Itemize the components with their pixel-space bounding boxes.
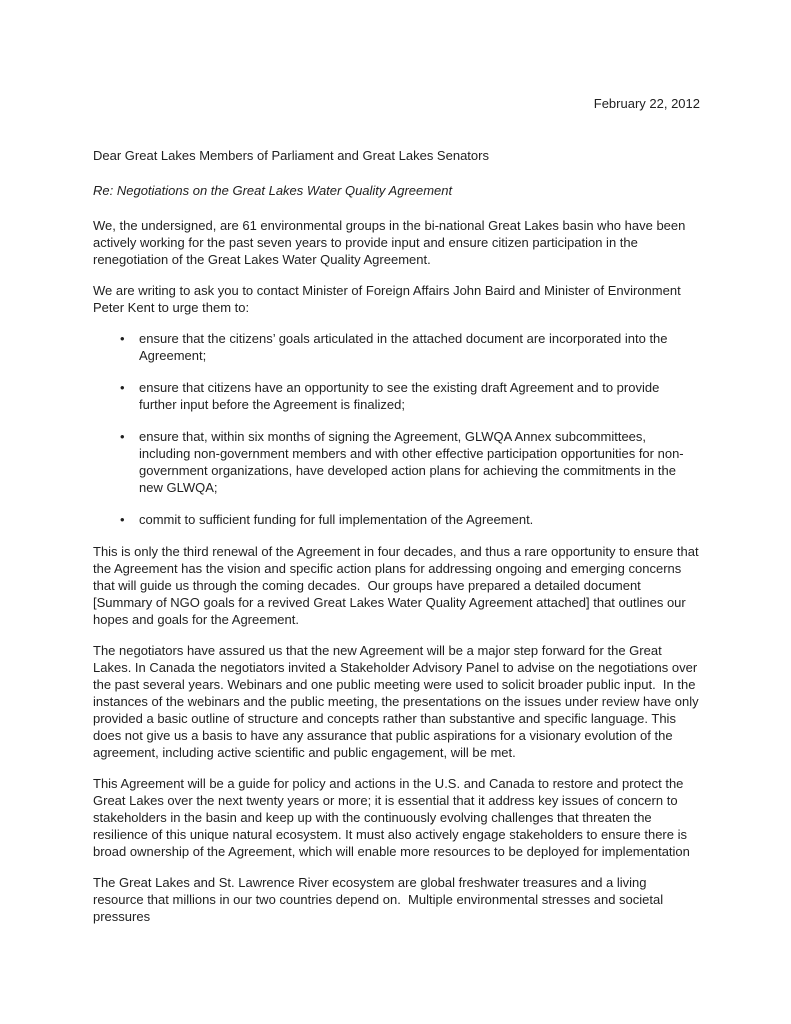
paragraph-guide: This Agreement will be a guide for policy and actions in the U.S. and Canada to restore and protect the Great Lakes over the next twenty years or more; it is essential that it address key issues of concern to stakeholders in the basin and keep up with the continuously evolving challenges that threaten the resilience of this unique natural ecosystem. It must also actively engage stakeholders to ensure there is broad ownership of the Agreement, which will enable more resources to be deployed for implementation	[93, 776, 691, 859]
bullet-item	[93, 511, 700, 528]
bullet-icon: •	[120, 380, 125, 395]
bullet-icon: •	[120, 331, 125, 346]
bullet-list	[93, 330, 700, 528]
bullet-item	[93, 428, 700, 496]
subject-line: Re: Negotiations on the Great Lakes Water Quality Agreement	[93, 183, 453, 198]
paragraph-ask: We are writing to ask you to contact Minister of Foreign Affairs John Baird and Minister of Environment Peter Kent to urge them to:	[93, 283, 685, 315]
bullet-item-text: commit to sufficient funding for full implementation of the Agreement.	[139, 512, 534, 527]
letter-date: February 22, 2012	[593, 96, 700, 111]
bullet-item-text: ensure that citizens have an opportunity to see the existing draft Agreement and to provide further input before the Agreement is finalized;	[139, 380, 663, 412]
paragraph-ecosystem: The Great Lakes and St. Lawrence River ecosystem are global freshwater treasures and a living resource that millions in our two countries depend on. Multiple environmental stresses and societal pressures	[93, 875, 667, 924]
salutation: Dear Great Lakes Members of Parliament and Great Lakes Senators	[93, 148, 489, 163]
bullet-item-text: ensure that the citizens’ goals articulated in the attached document are incorporated into the Agreement;	[139, 331, 671, 363]
bullet-icon: •	[120, 512, 125, 527]
bullet-icon: •	[120, 429, 125, 444]
paragraph-renewal: This is only the third renewal of the Agreement in four decades, and thus a rare opportunity to ensure that the Agreement has the vision and specific action plans for addressing ongoing and emerging concerns that will guide us through the coming decades. Our groups have prepared a detailed document [Summary of NGO goals for a revived Great Lakes Water Quality Agreement attached] that outlines our hopes and goals for the Agreement.	[93, 544, 703, 627]
bullet-item	[93, 379, 700, 413]
paragraph-intro: We, the undersigned, are 61 environmental groups in the bi-national Great Lakes basin who have been actively working for the past seven years to provide input and ensure citizen participation in the renegotiation of the Great Lakes Water Quality Agreement.	[93, 218, 689, 267]
bullet-item	[93, 330, 700, 364]
bullet-item-text: ensure that, within six months of signing the Agreement, GLWQA Annex subcommittees, including non-government members and with other effective participation opportunities for non-government organizations, have developed action plans for achieving the commitments in the new GLWQA;	[139, 429, 684, 495]
paragraph-negotiators: The negotiators have assured us that the new Agreement will be a major step forward for the Great Lakes. In Canada the negotiators invited a Stakeholder Advisory Panel to advise on the negotiations over the past several years. Webinars and one public meeting were used to solicit broader public input. In the instances of the webinars and the public meeting, the presentations on the issues under review have only provided a basic outline of structure and concepts rather than substantive and specific language. This does not give us a basis to have any assurance that public aspirations for a visionary evolution of the agreement, including active scientific and public engagement, will be met.	[93, 643, 703, 760]
